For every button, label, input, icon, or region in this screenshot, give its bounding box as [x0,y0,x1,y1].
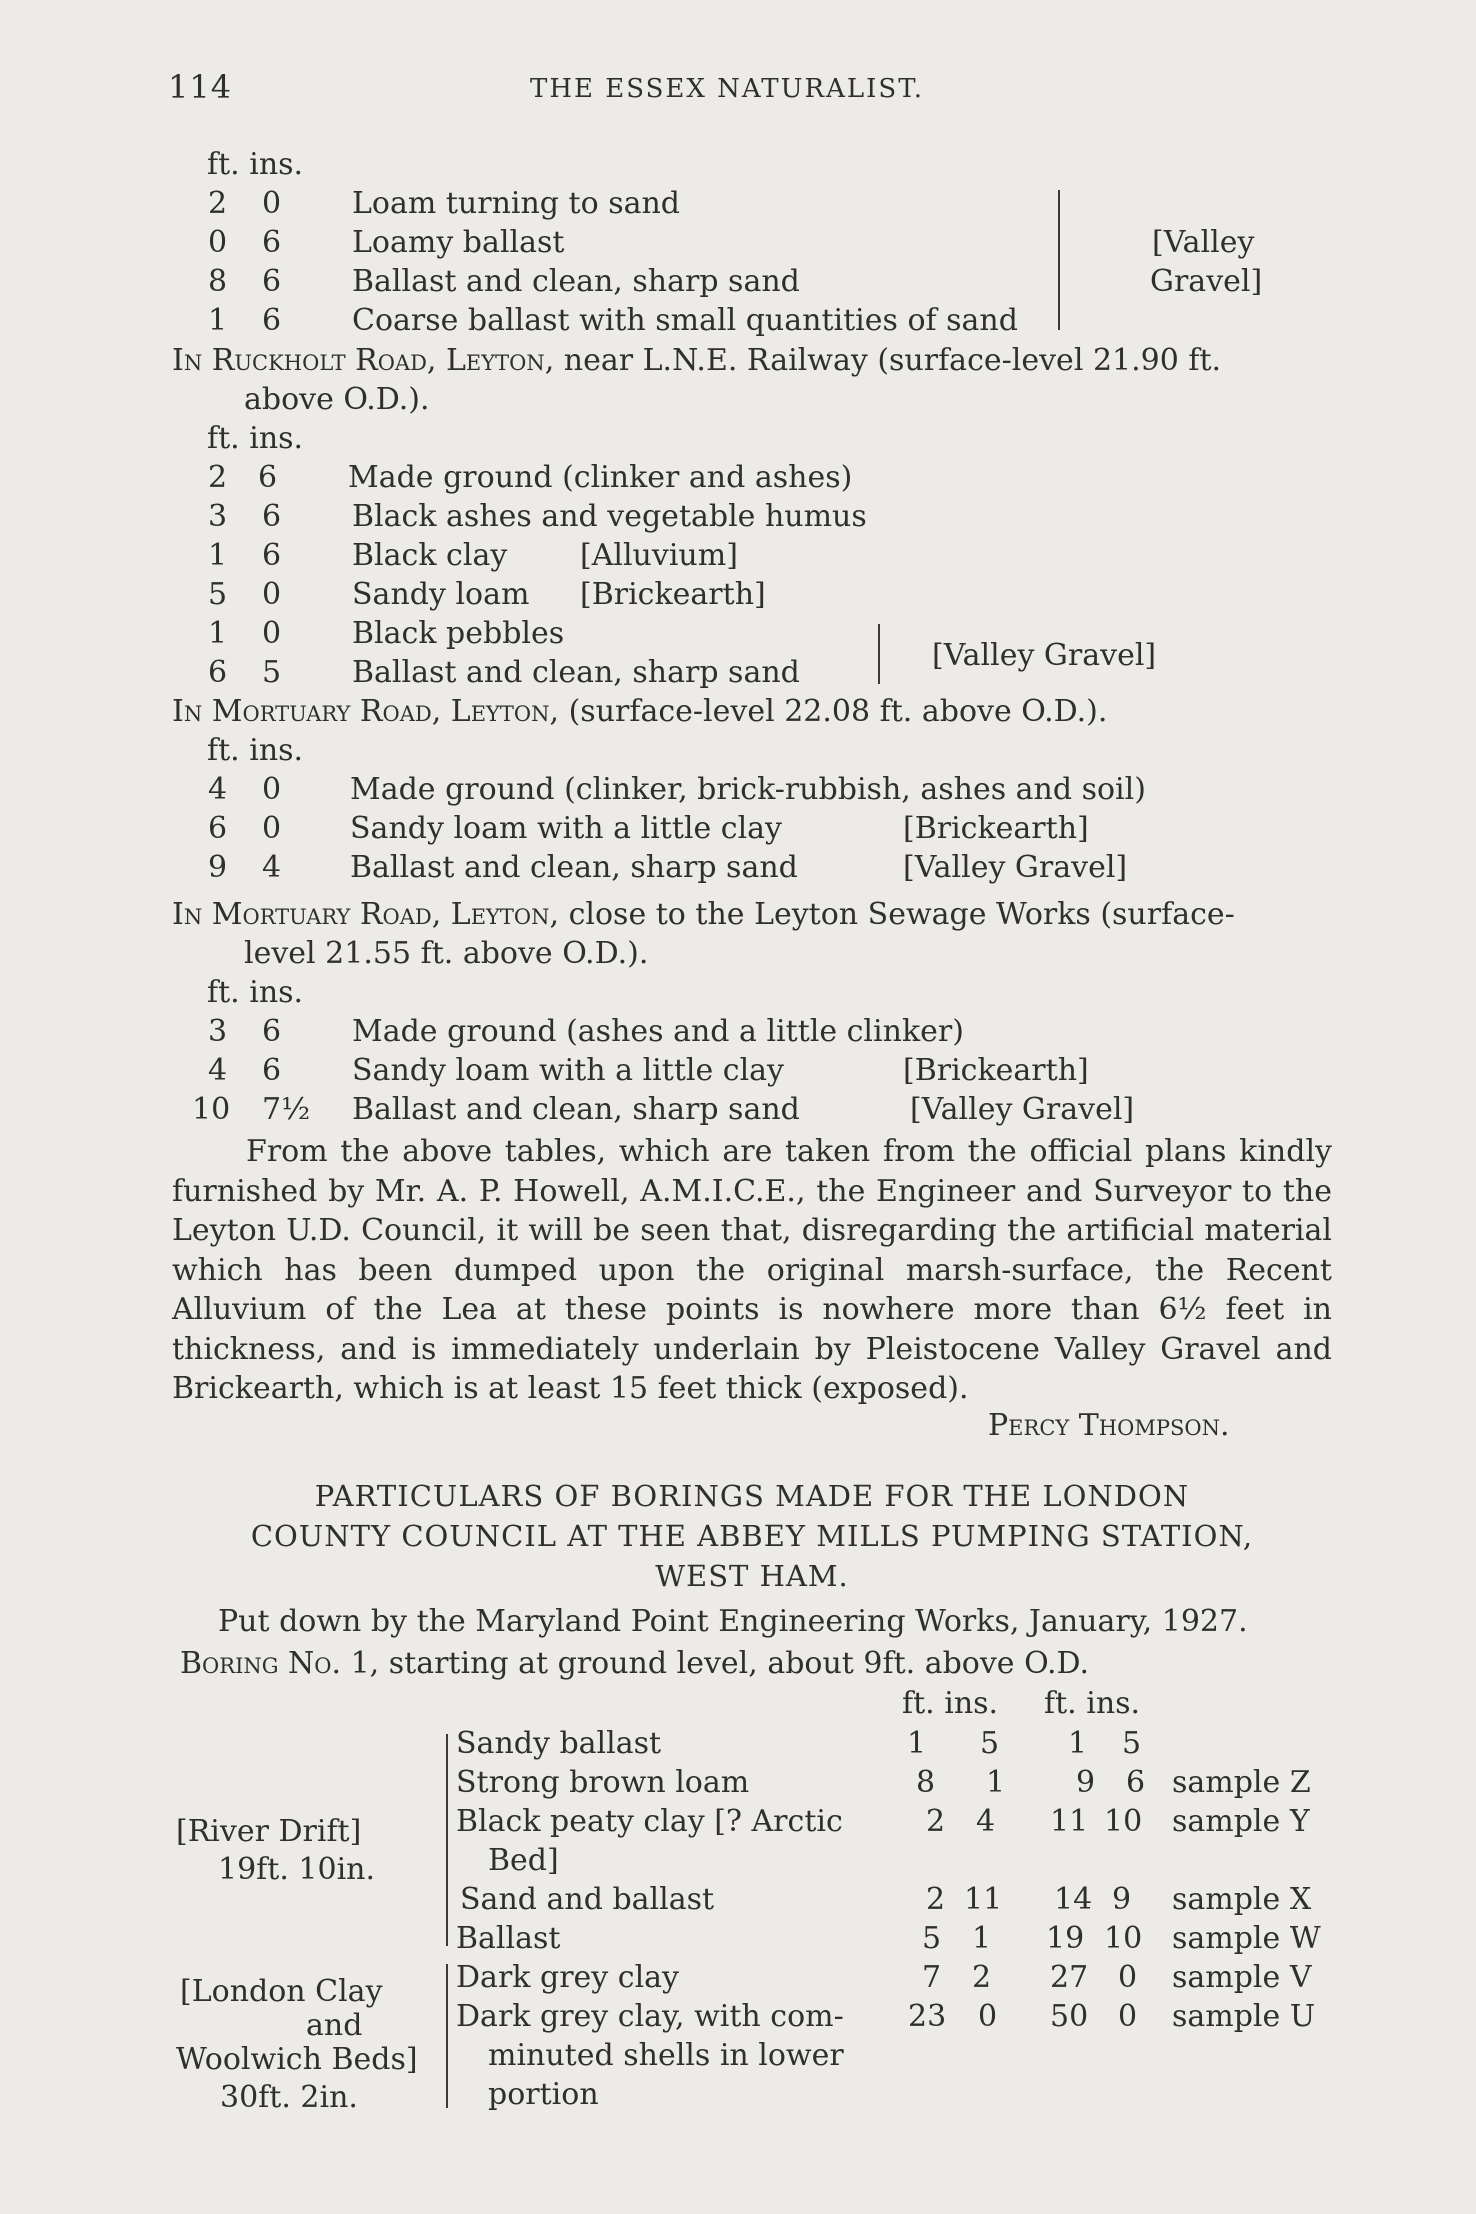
group-thickness: 30ft. 2in. [220,2080,358,2115]
row-thick-ft: 7 [922,1960,942,1995]
brace [446,1964,448,2108]
row-thick-in: 5 [980,1726,1000,1761]
row-desc: Sand and ballast [460,1882,715,1917]
row-depth-in: 5 [1122,1726,1142,1761]
row-desc: Strong brown loam [456,1765,750,1800]
row-ins: 6 [262,499,282,534]
row-depth-ft: 1 [1068,1726,1088,1761]
row-sample: sample V [1172,1960,1312,1995]
row-ft: 1 [208,616,228,651]
row-desc: Dark grey clay, with com- [456,1999,844,2034]
row-thick-in: 1 [986,1765,1006,1800]
row-note: [Brickearth] [903,1053,1089,1088]
title-line: COUNTY COUNCIL AT THE ABBEY MILLS PUMPING STATION, [250,1519,1254,1553]
row-ins: 0 [262,577,282,612]
row-desc: Ballast and clean, sharp sand [352,264,800,299]
boring-heading: Boring No. 1, starting at ground level, about 9ft. above O.D. [180,1646,1089,1681]
brace [446,1734,448,1946]
row-thick-in: 2 [972,1960,992,1995]
title-line: WEST HAM. [655,1559,849,1593]
row-ins: 6 [262,303,282,338]
row-desc: Sandy loam with a little clay [350,811,782,846]
row-depth-ft: 27 [1050,1960,1089,1995]
section-heading: In Mortuary Road, Leyton, (surface-level 22.08 ft. above O.D.). [172,694,1108,729]
row-thick-in: 1 [972,1921,992,1956]
row-note: [Brickearth] [903,811,1089,846]
row-desc: Ballast and clean, sharp sand [352,1092,800,1127]
row-note: [Valley Gravel] [903,850,1128,885]
row-sample: sample Y [1172,1804,1310,1839]
col-header-depth: ft. ins. [1044,1686,1141,1721]
section-heading: In Mortuary Road, Leyton, close to the Leyton Sewage Works (surface- [172,897,1235,932]
row-ins: 0 [262,186,282,221]
row-desc: Black ashes and vegetable humus [352,499,867,534]
units-header: ft. ins. [207,147,304,182]
row-ft: 2 [208,186,228,221]
row-desc: Made ground (clinker and ashes) [348,460,853,495]
row-sample: sample X [1172,1882,1312,1917]
row-ins: 0 [262,772,282,807]
row-desc: Made ground (ashes and a little clinker) [352,1014,964,1049]
row-thick-in: 4 [976,1804,996,1839]
row-thick-ft: 2 [926,1804,946,1839]
group-label: [Valley [1152,225,1255,260]
row-desc: Sandy ballast [456,1726,662,1761]
page-number: 114 [168,68,233,106]
row-ins: 6 [262,264,282,299]
row-sample: sample U [1172,1999,1316,2034]
row-ins: 0 [262,616,282,651]
row-ft: 8 [208,264,228,299]
row-ins: 6 [262,538,282,573]
row-desc: Bed] [488,1843,559,1878]
row-depth-in: 10 [1104,1921,1143,1956]
row-desc: Loam turning to sand [352,186,681,221]
row-thick-in: 0 [978,1999,998,2034]
row-ft: 0 [208,225,228,260]
group-label: Gravel] [1150,264,1263,299]
row-ft: 5 [208,577,228,612]
section-heading-cont: level 21.55 ft. above O.D.). [244,936,649,971]
row-ft: 4 [208,1053,228,1088]
row-ins: 0 [262,811,282,846]
row-depth-in: 9 [1112,1882,1132,1917]
col-header-thickness: ft. ins. [902,1686,999,1721]
units-header: ft. ins. [207,421,304,456]
row-ins: 5 [262,655,282,690]
group-label: and [306,2008,363,2043]
row-desc: Ballast [456,1921,561,1956]
row-thick-ft: 2 [926,1882,946,1917]
brace [878,624,880,684]
row-ft: 6 [208,655,228,690]
row-ins: 4 [262,850,282,885]
row-depth-in: 0 [1118,1999,1138,2034]
article-title [172,1476,1332,1596]
row-ins: 6 [262,1053,282,1088]
row-desc: Sandy loam with a little clay [352,1053,784,1088]
row-desc: Loamy ballast [352,225,565,260]
row-note: [Valley Gravel] [910,1092,1135,1127]
section-heading: In Ruckholt Road, Leyton, near L.N.E. Railway (surface-level 21.90 ft. [172,343,1222,378]
author-signature: Percy Thompson. [988,1408,1230,1443]
section-heading-cont: above O.D.). [244,382,430,417]
row-desc: Coarse ballast with small quantities of sand [352,303,1018,338]
row-depth-ft: 50 [1050,1999,1089,2034]
row-ft: 1 [208,303,228,338]
units-header: ft. ins. [207,975,304,1010]
row-depth-ft: 9 [1076,1765,1096,1800]
units-header: ft. ins. [207,733,304,768]
group-label: [Valley Gravel] [932,638,1157,673]
row-depth-in: 10 [1104,1804,1143,1839]
group-label: [River Drift] [176,1814,362,1849]
row-thick-in: 11 [964,1882,1003,1917]
page-header [0,68,1476,112]
row-ft: 3 [208,499,228,534]
row-desc: Ballast and clean, sharp sand [352,655,800,690]
row-desc: Ballast and clean, sharp sand [350,850,798,885]
row-depth-in: 0 [1118,1960,1138,1995]
row-depth-ft: 11 [1050,1804,1089,1839]
row-depth-ft: 19 [1046,1921,1085,1956]
row-desc: Sandy loam [352,577,530,612]
row-depth-in: 6 [1126,1765,1146,1800]
row-thick-ft: 23 [908,1999,947,2034]
row-sample: sample Z [1172,1765,1311,1800]
row-desc: portion [488,2077,599,2112]
row-ft: 1 [208,538,228,573]
row-thick-ft: 8 [916,1765,936,1800]
row-note: [Alluvium] [580,538,738,573]
row-ft: 10 [192,1092,231,1127]
row-desc: Made ground (clinker, brick-rubbish, ashes and soil) [350,772,1146,807]
running-head: THE ESSEX NATURALIST. [530,74,925,104]
put-down-line: Put down by the Maryland Point Engineering Works, January, 1927. [218,1604,1248,1639]
row-ft: 9 [208,850,228,885]
row-desc: Black peaty clay [? Arctic [456,1804,843,1839]
row-sample: sample W [1172,1921,1321,1956]
row-ins: 6 [262,1014,282,1049]
row-desc: Black clay [352,538,508,573]
row-thick-ft: 1 [907,1726,927,1761]
group-label: [London Clay [180,1974,383,2009]
row-ins: 6 [258,460,278,495]
row-ft: 2 [208,460,228,495]
row-ins: 6 [262,225,282,260]
row-ft: 6 [208,811,228,846]
title-line: PARTICULARS OF BORINGS MADE FOR THE LONDON [314,1479,1190,1513]
body-paragraph: From the above tables, which are taken from the official plans kindly furnished by Mr. A. P. Howell, A.M.I.C.E., the Engineer and Surveyor to the Leyton U.D. Council, it will be seen that, disregarding the artificial material which has been dumped upon the original marsh-surface, the Recent Alluvium of the Lea at these points is nowhere more than 6½ feet in thickness, and is immediately underlain by Pleistocene Valley Gravel and Brickearth, which is at least 15 feet thick (exposed). [172,1134,1332,1406]
row-ft: 4 [208,772,228,807]
row-thick-ft: 5 [922,1921,942,1956]
row-desc: Black pebbles [352,616,565,651]
row-ins: 7½ [262,1092,311,1127]
group-thickness: 19ft. 10in. [218,1852,376,1887]
row-note: [Brickearth] [580,577,766,612]
group-label: Woolwich Beds] [176,2042,418,2077]
row-ft: 3 [208,1014,228,1049]
row-desc: Dark grey clay [456,1960,680,1995]
row-desc: minuted shells in lower [488,2038,844,2073]
row-depth-ft: 14 [1054,1882,1093,1917]
brace [1058,190,1060,330]
